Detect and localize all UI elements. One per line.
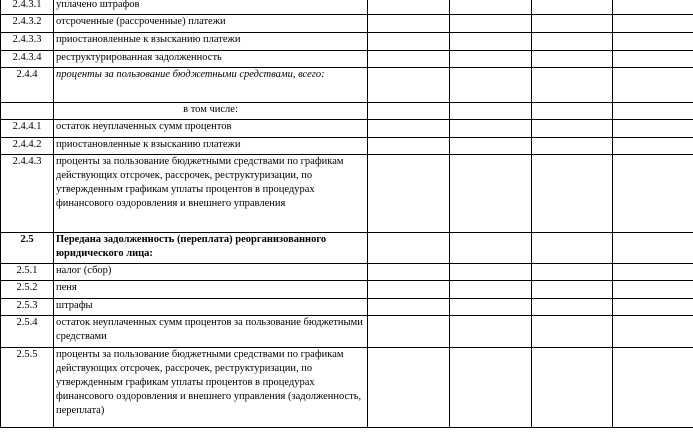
value-cell <box>450 264 532 281</box>
value-cell <box>368 33 450 51</box>
table-row <box>1 15 693 33</box>
value-cell <box>613 348 693 428</box>
value-cell <box>368 281 450 299</box>
row-number: 2.4.4.3 <box>1 155 54 233</box>
value-cell <box>368 233 450 264</box>
value-cell <box>450 103 532 120</box>
value-cell <box>532 348 613 428</box>
value-cell <box>613 233 693 264</box>
table-row <box>1 299 693 316</box>
value-cell <box>613 68 693 103</box>
value-cell <box>368 103 450 120</box>
value-cell <box>532 281 613 299</box>
table-row <box>1 0 693 15</box>
value-cell <box>368 68 450 103</box>
value-cell <box>613 33 693 51</box>
value-cell <box>613 51 693 68</box>
value-cell <box>450 33 532 51</box>
value-cell <box>368 299 450 316</box>
row-number: 2.4.3.4 <box>1 51 54 68</box>
row-number: 2.4.3.2 <box>1 15 54 33</box>
row-description: отсроченные (рассроченные) платежи <box>54 15 368 33</box>
row-description: в том числе: <box>54 103 368 120</box>
value-cell <box>532 155 613 233</box>
row-description: налог (сбор) <box>54 264 368 281</box>
value-cell <box>368 138 450 155</box>
row-description: проценты за пользование бюджетными средствами, всего: <box>54 68 368 103</box>
value-cell <box>450 120 532 138</box>
value-cell <box>532 316 613 348</box>
row-number: 2.4.4.2 <box>1 138 54 155</box>
value-cell <box>613 299 693 316</box>
value-cell <box>613 15 693 33</box>
row-number: 2.4.4.1 <box>1 120 54 138</box>
value-cell <box>368 316 450 348</box>
value-cell <box>613 138 693 155</box>
table-row <box>1 68 693 103</box>
row-number: 2.5 <box>1 233 54 264</box>
row-description: приостановленные к взысканию платежи <box>54 138 368 155</box>
table-row <box>1 155 693 233</box>
value-cell <box>368 120 450 138</box>
table-row <box>1 281 693 299</box>
value-cell <box>450 15 532 33</box>
row-description: приостановленные к взысканию платежи <box>54 33 368 51</box>
value-cell <box>532 233 613 264</box>
table-row <box>1 51 693 68</box>
table-row <box>1 348 693 428</box>
value-cell <box>450 348 532 428</box>
value-cell <box>613 120 693 138</box>
value-cell <box>368 51 450 68</box>
row-number: 2.4.3.1 <box>1 0 54 15</box>
value-cell <box>450 316 532 348</box>
value-cell <box>613 264 693 281</box>
value-cell <box>532 103 613 120</box>
table-row <box>1 316 693 348</box>
value-cell <box>532 299 613 316</box>
row-description: остаток неуплаченных сумм процентов за пользование бюджетными средствами <box>54 316 368 348</box>
table-row <box>1 103 693 120</box>
value-cell <box>450 299 532 316</box>
value-cell <box>450 233 532 264</box>
table-row <box>1 264 693 281</box>
value-cell <box>613 281 693 299</box>
value-cell <box>368 0 450 15</box>
value-cell <box>532 15 613 33</box>
value-cell <box>450 138 532 155</box>
value-cell <box>368 15 450 33</box>
row-description: остаток неуплаченных сумм процентов <box>54 120 368 138</box>
value-cell <box>368 348 450 428</box>
value-cell <box>532 68 613 103</box>
value-cell <box>532 120 613 138</box>
row-number: 2.5.2 <box>1 281 54 299</box>
row-number: 2.5.3 <box>1 299 54 316</box>
value-cell <box>450 0 532 15</box>
row-description: реструктурированная задолженность <box>54 51 368 68</box>
table-row <box>1 233 693 264</box>
value-cell <box>450 68 532 103</box>
row-description: проценты за пользование бюджетными средствами по графикам действующих отсрочек, рассрочек, реструктуризации, по утвержденным графикам уплаты процентов в процедурах финансового оздоровления и внешнего управления <box>54 155 368 233</box>
table-row <box>1 120 693 138</box>
row-description: проценты за пользование бюджетными средствами по графикам действующих отсрочек, рассрочек, реструктуризации, по утвержденным графикам уплаты процентов в процедурах финансового оздоровления и внешнего управления (задолженность, переплата) <box>54 348 368 428</box>
value-cell <box>613 0 693 15</box>
row-number <box>1 103 54 120</box>
value-cell <box>532 138 613 155</box>
row-description: Передана задолженность (переплата) реорганизованного юридического лица: <box>54 233 368 264</box>
table-row <box>1 33 693 51</box>
value-cell <box>532 264 613 281</box>
row-number: 2.4.4 <box>1 68 54 103</box>
value-cell <box>532 33 613 51</box>
value-cell <box>368 155 450 233</box>
row-number: 2.5.1 <box>1 264 54 281</box>
row-number: 2.5.4 <box>1 316 54 348</box>
row-description: пеня <box>54 281 368 299</box>
value-cell <box>613 103 693 120</box>
value-cell <box>532 51 613 68</box>
table-row <box>1 138 693 155</box>
value-cell <box>613 316 693 348</box>
value-cell <box>613 155 693 233</box>
value-cell <box>532 0 613 15</box>
row-description: уплачено штрафов <box>54 0 368 15</box>
row-description: штрафы <box>54 299 368 316</box>
value-cell <box>368 264 450 281</box>
value-cell <box>450 51 532 68</box>
row-number: 2.4.3.3 <box>1 33 54 51</box>
value-cell <box>450 155 532 233</box>
value-cell <box>450 281 532 299</box>
row-number: 2.5.5 <box>1 348 54 428</box>
